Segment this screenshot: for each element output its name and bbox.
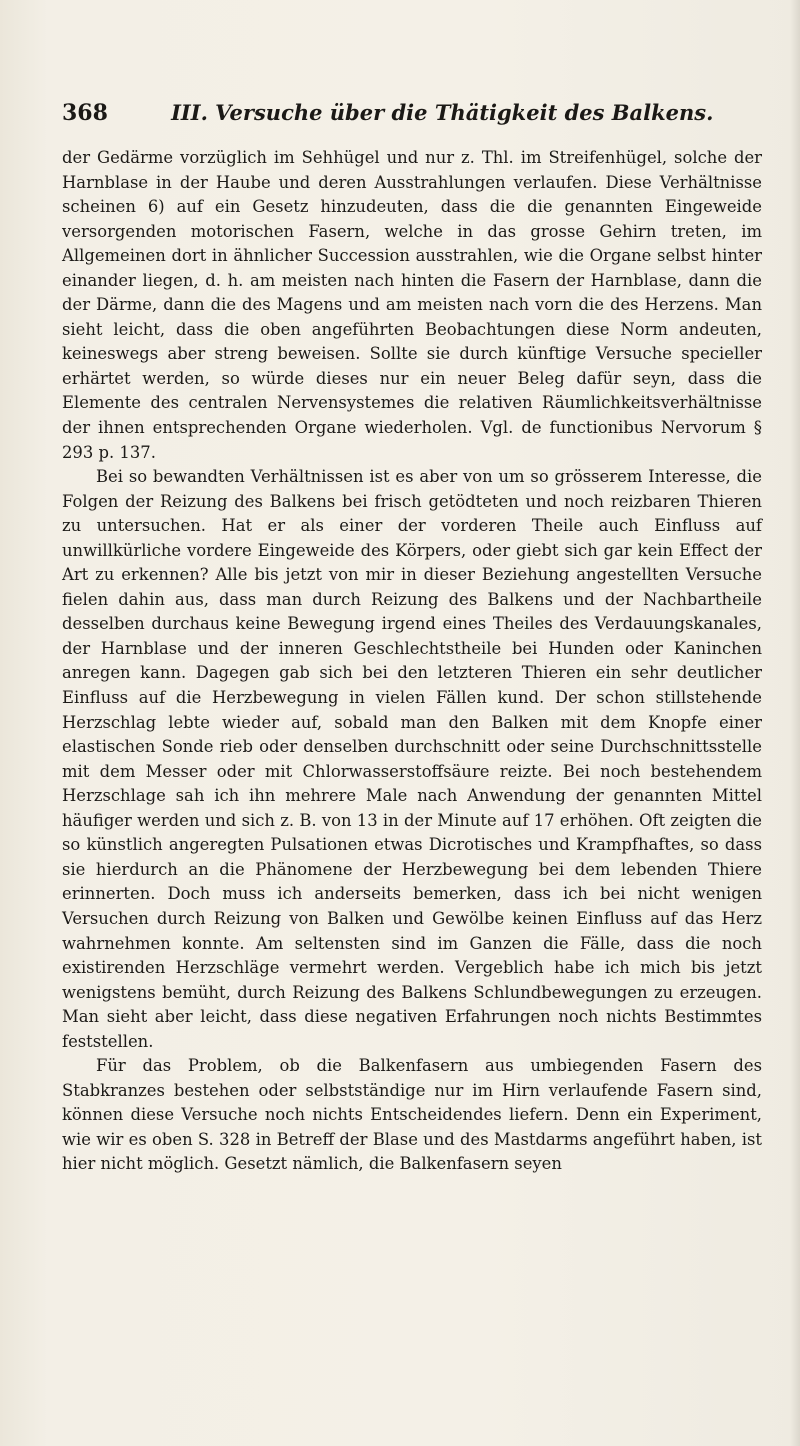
page-header bbox=[62, 100, 762, 134]
page-number: 368 bbox=[62, 100, 108, 126]
paragraph-2: Bei so bewandten Verhältnissen ist es aber von um so grösserem Interesse, die Folgen der Reizung des Balkens bei frisch getödteten und noch reizbaren Thieren zu untersuchen. Hat er als einer der vorderen Theile auch Einfluss auf unwillkürliche vordere Eingeweide des Körpers, oder giebt sich gar kein Effect der Art zu erkennen? Alle bis jetzt von mir in dieser Beziehung angestellten Versuche fielen dahin aus, dass man durch Reizung des Balkens und der Nachbartheile desselben durchaus keine Bewegung irgend eines Theiles des Verdauungskanales, der Harnblase und der inneren Geschlechtstheile bei Hunden oder Kaninchen anregen kann. Dagegen gab sich bei den letzteren Thieren ein sehr deutlicher Einfluss auf die Herzbewegung in vielen Fällen kund. Der schon stillstehende Herzschlag lebte wieder auf, sobald man den Balken mit dem Knopfe einer elastischen Sonde rieb oder denselben durchschnitt oder seine Durchschnittsstelle mit dem Messer oder mit Chlorwasserstoffsäure reizte. Bei noch bestehendem Herzschlage sah ich ihn mehrere Male nach Anwendung der genannten Mittel häufiger werden und sich z. B. von 13 in der Minute auf 17 erhöhen. Oft zeigten die so künstlich angeregten Pulsationen etwas Dicrotisches und Krampfhaftes, so dass sie hierdurch an die Phänomene der Herzbewegung bei dem lebenden Thiere erinnerten. Doch muss ich anderseits bemerken, dass ich bei nicht wenigen Versuchen durch Reizung von Balken und Gewölbe keinen Einfluss auf das Herz wahrnehmen konnte. Am seltensten sind im Ganzen die Fälle, dass die noch existirenden Herzschläge vermehrt werden. Vergeblich habe ich mich bis jetzt wenigstens bemüht, durch Reizung des Balkens Schlundbewegungen zu erzeugen. Man sieht aber leicht, dass diese negativen Erfahrungen noch nichts Bestimmtes feststellen. bbox=[62, 467, 762, 1051]
paragraph-3: Für das Problem, ob die Balkenfasern aus umbiegenden Fasern des Stabkranzes bestehen oder selbstständige nur im Hirn verlaufende Fasern sind, können diese Versuche noch nichts Entscheidendes liefern. Denn ein Experiment, wie wir es oben S. 328 in Betreff der Blase und des Mastdarms angeführt haben, ist hier nicht möglich. Gesetzt nämlich, die Balkenfasern seyen bbox=[62, 1056, 762, 1174]
paragraph-1: der Gedärme vorzüglich im Sehhügel und nur z. Thl. im Streifenhügel, solche der Harnblase in der Haube und deren Ausstrahlungen verlaufen. Diese Verhältnisse scheinen 6) auf ein Gesetz hinzudeuten, dass die die genannten Eingeweide versorgenden motorischen Fasern, welche in das grosse Gehirn treten, im Allgemeinen dort in ähnlicher Succession ausstrahlen, wie die Organe selbst hinter einander liegen, d. h. am meisten nach hinten die Fasern der Harnblase, dann die der Därme, dann die des Magens und am meisten nach vorn die des Herzens. Man sieht leicht, dass die oben angeführten Beobachtungen diese Norm andeuten, keineswegs aber streng beweisen. Sollte sie durch künftige Versuche specieller erhärtet werden, so würde dieses nur ein neuer Beleg dafür seyn, dass die Elemente des centralen Nervensystemes die relativen Räumlichkeitsverhältnisse der ihnen entsprechenden Organe wiederholen. Vgl. de functionibus Nervorum § 293 p. 137. bbox=[62, 148, 762, 462]
page-edge-shadow bbox=[790, 0, 800, 1446]
body-text bbox=[62, 146, 762, 1177]
running-title: III. Versuche über die Thätigkeit des Balkens. bbox=[171, 100, 714, 125]
